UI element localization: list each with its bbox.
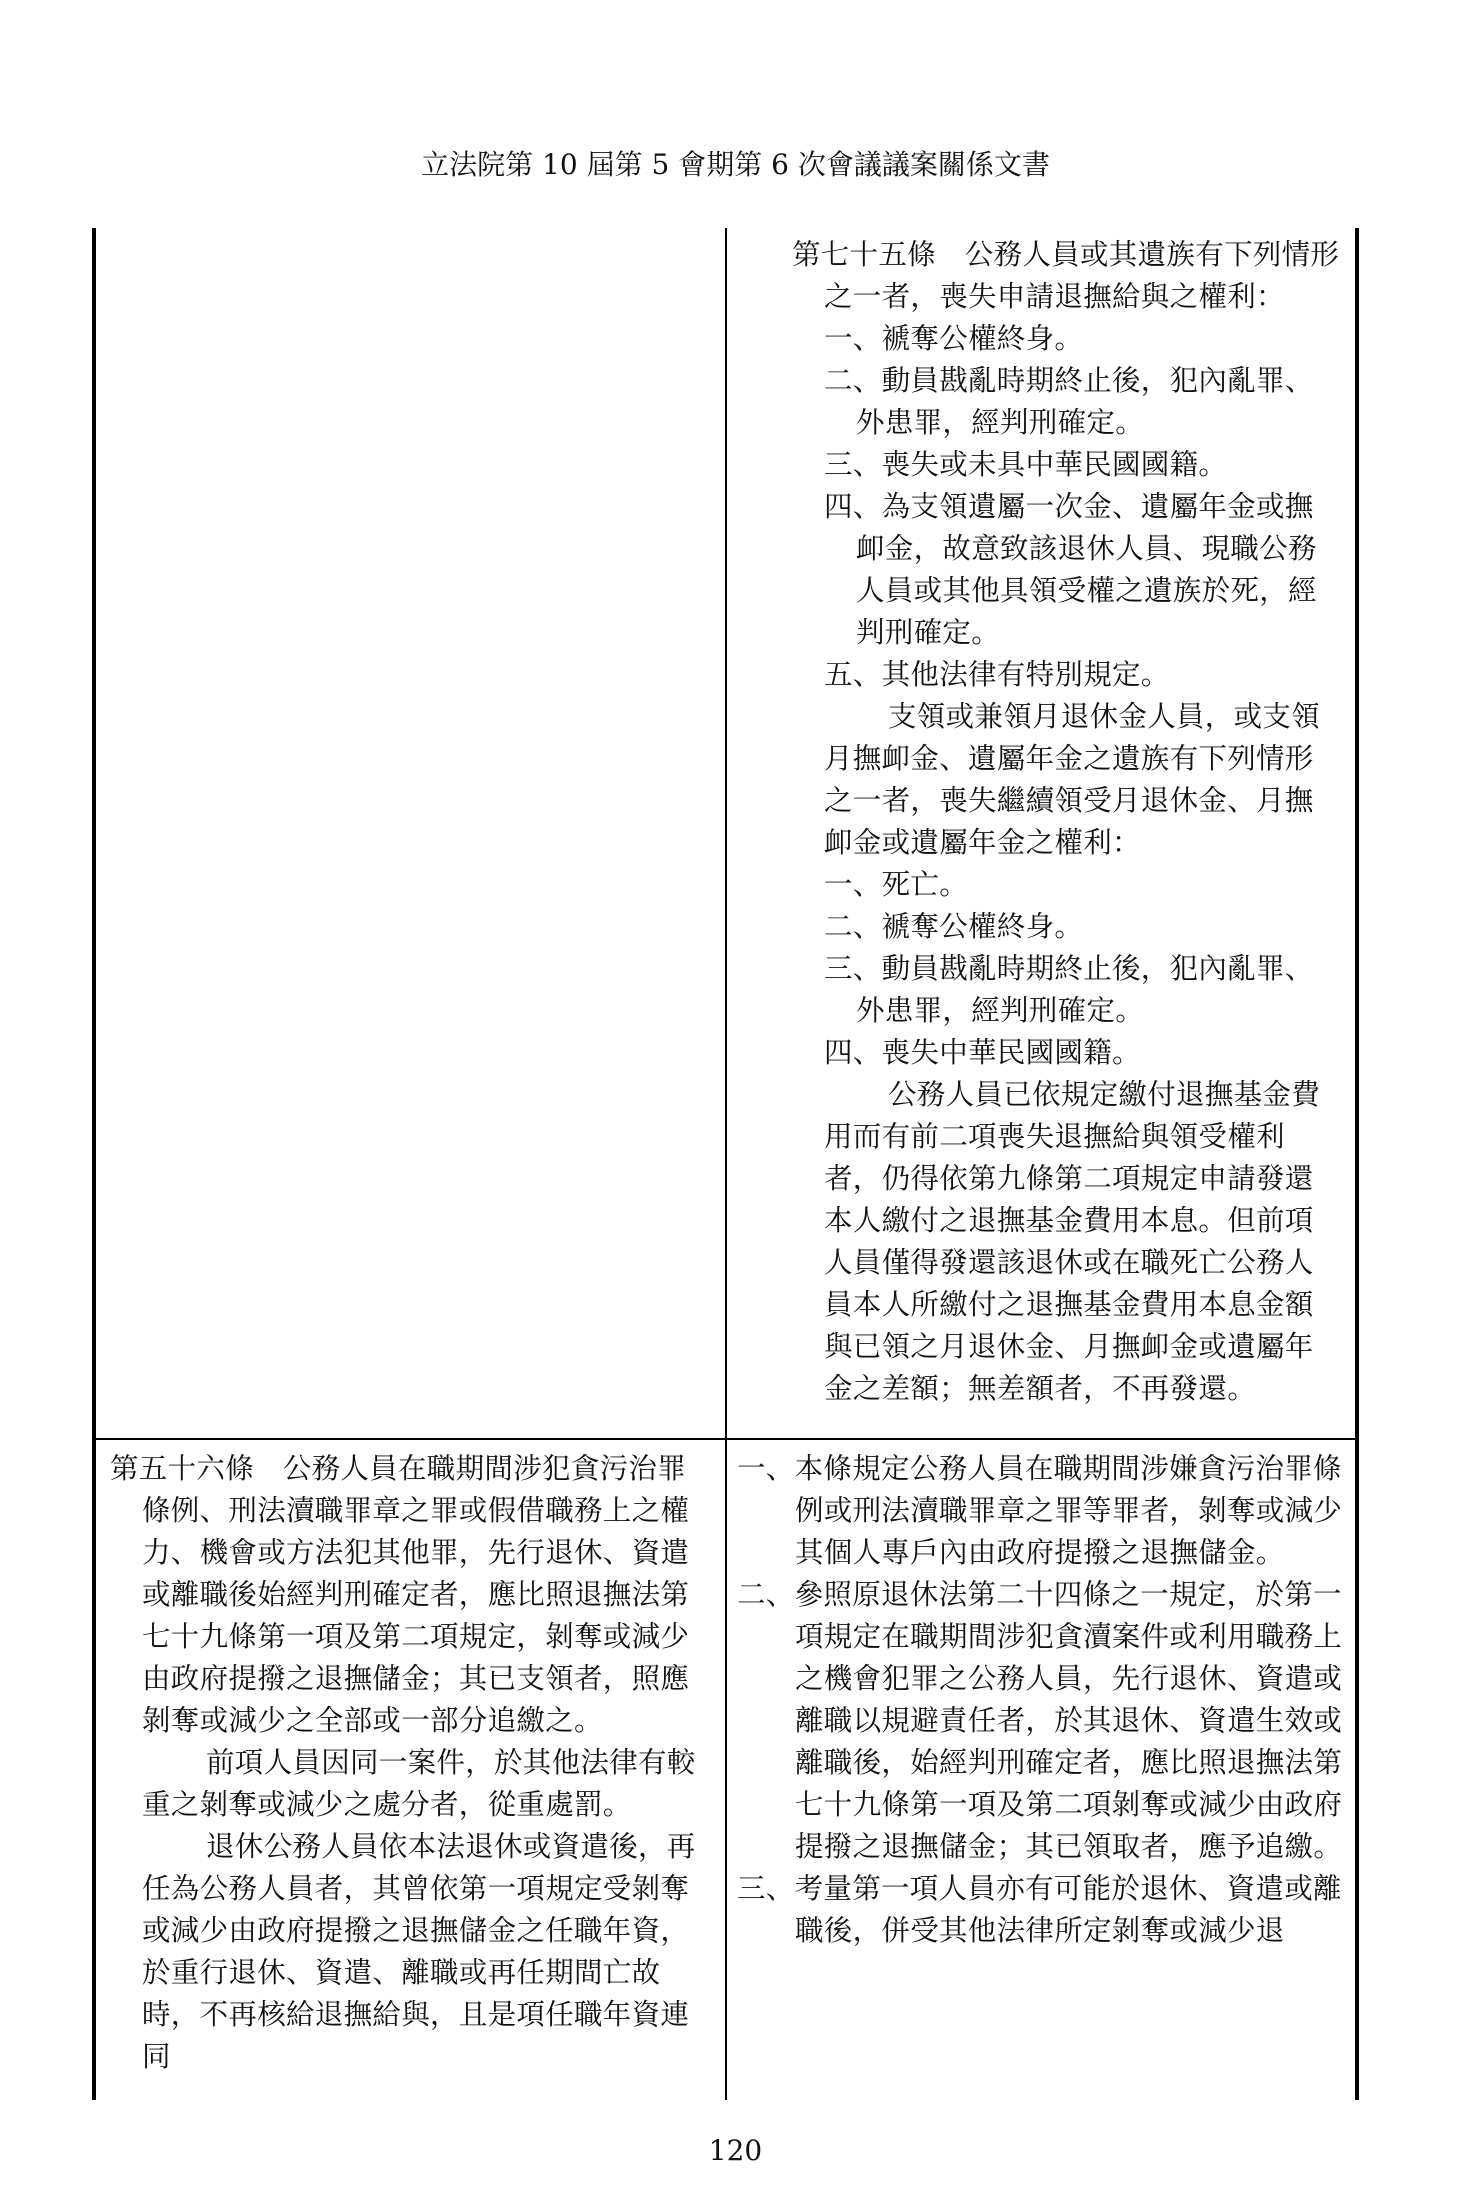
- list-item: 三、動員戡亂時期終止後，犯內亂罪、外患罪，經判刑確定。: [824, 952, 1314, 1027]
- article-75-heading: 第七十五條 公務人員或其遺族有下列情形之一者，喪失申請退撫給與之權利：: [792, 238, 1340, 313]
- cell-draft-article-56: [110, 1448, 712, 2078]
- paragraph: 退休公務人員依本法退休或資遣後，再任為公務人員者，其曾依第一項規定受剝奪或減少由政府提撥之退撫儲金之任職年資，於重行退休、資遣、離職或再任期間亡故時，不再核給退撫給與，且是項任職年資連同: [142, 1830, 696, 2073]
- comparison-table: [92, 228, 1359, 2100]
- list-item: 三、喪失或未具中華民國國籍。: [824, 448, 1228, 481]
- explanation-item: 一、本條規定公務人員在職期間涉嫌貪污治罪條例或刑法瀆職罪章之罪等罪者，剝奪或減少其個人專戶內由政府提撥之退撫儲金。: [737, 1452, 1343, 1569]
- list-item: 一、褫奪公權終身。: [824, 322, 1084, 355]
- cell-current-law-article-75: [792, 234, 1340, 1410]
- table-left-border: [92, 228, 96, 2100]
- article-56-heading: 第五十六條 公務人員在職期間涉犯貪污治罪條例、刑法瀆職罪章之罪或假借職務上之權力、機會或方法犯其他罪，先行退休、資遣或離職後始經判刑確定者，應比照退撫法第七十九條第一項及第二項規定，剝奪或減少由政府提撥之退撫儲金；其已支領者，照應剝奪或減少之全部或一部分追繳之。: [110, 1452, 690, 1737]
- list-item: 四、喪失中華民國國籍。: [824, 1036, 1141, 1069]
- paragraph: 支領或兼領月退休金人員，或支領月撫卹金、遺屬年金之遺族有下列情形之一者，喪失繼續領受月退休金、月撫卹金或遺屬年金之權利：: [824, 700, 1321, 859]
- list-item: 二、動員戡亂時期終止後，犯內亂罪、外患罪，經判刑確定。: [824, 364, 1314, 439]
- table-column-divider: [725, 228, 727, 2100]
- explanation-item: 三、考量第一項人員亦有可能於退休、資遣或離職後，併受其他法律所定剝奪或減少退: [737, 1872, 1342, 1947]
- list-item: 一、死亡。: [824, 868, 969, 901]
- table-row-divider: [92, 1438, 1359, 1440]
- explanation-item: 二、參照原退休法第二十四條之一規定，於第一項規定在職期間涉犯貪瀆案件或利用職務上之機會犯罪之公務人員，先行退休、資遣或離職以規避責任者，於其退休、資遣生效或離職後，始經判刑確定者，應比照退撫法第七十九條第一項及第二項剝奪或減少由政府提撥之退撫儲金；其已領取者，應予追繳。: [737, 1578, 1343, 1863]
- list-item: 二、褫奪公權終身。: [824, 910, 1084, 943]
- paragraph: 公務人員已依規定繳付退撫基金費用而有前二項喪失退撫給與領受權利者，仍得依第九條第二項規定申請發還本人繳付之退撫基金費用本息。但前項人員僅得發還該退休或在職死亡公務人員本人所繳付之退撫基金費用本息金額與已領之月退休金、月撫卹金或遺屬年金之差額；無差額者，不再發還。: [824, 1078, 1321, 1405]
- list-item: 五、其他法律有特別規定。: [824, 658, 1170, 691]
- table-right-border: [1355, 228, 1359, 2100]
- document-header: 立法院第 10 屆第 5 會期第 6 次會議議案關係文書: [421, 148, 1050, 181]
- page-number: 120: [708, 2134, 763, 2167]
- paragraph: 前項人員因同一案件，於其他法律有較重之剝奪或減少之處分者，從重處罰。: [142, 1746, 696, 1821]
- cell-explanation: [737, 1448, 1343, 1952]
- list-item: 四、為支領遺屬一次金、遺屬年金或撫卹金，故意致該退休人員、現職公務人員或其他具領受權之遺族於死，經判刑確定。: [824, 490, 1317, 649]
